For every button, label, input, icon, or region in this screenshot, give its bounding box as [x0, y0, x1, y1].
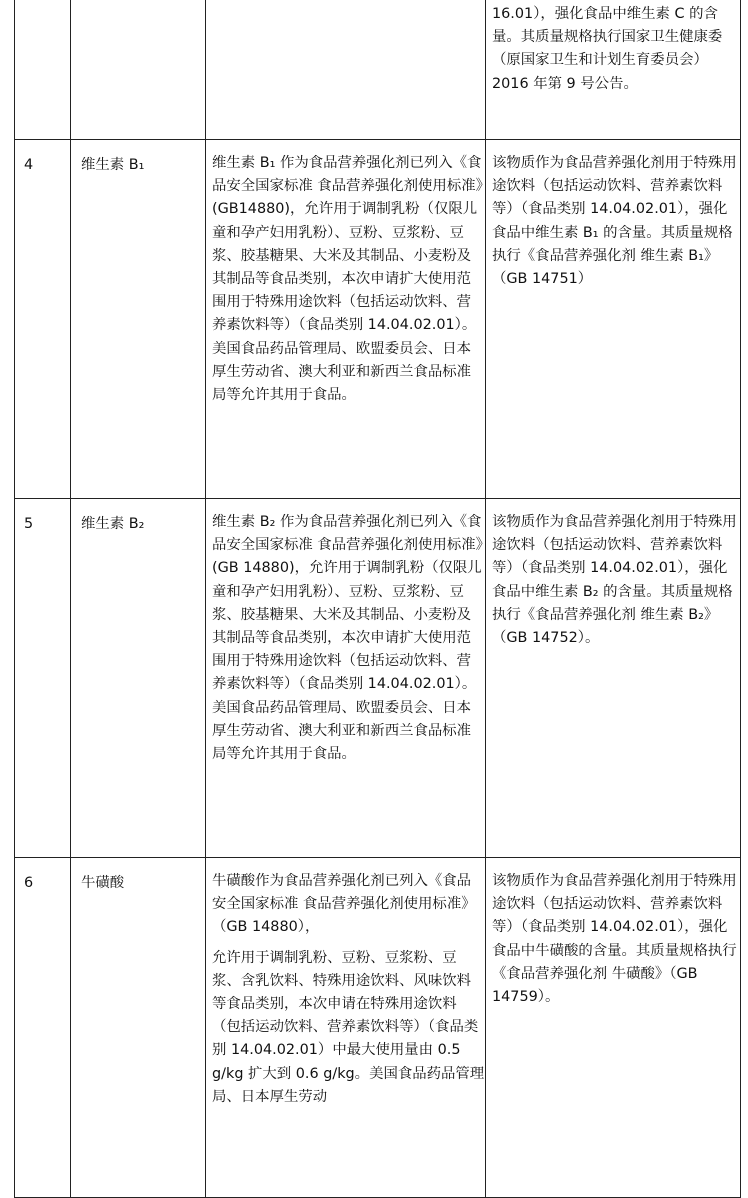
purpose-text: 该物质作为食品营养强化剂用于特殊用途饮料（包括运动饮料、营养素饮料等）（食品类别 14.04.02.01），强化食品中牛磺酸的含量。其质量规格执行《食品营养强化剂 牛磺酸》（GB 14759）。: [492, 873, 737, 1006]
description-cell: [206, 0, 486, 140]
index-cell: 5: [15, 499, 71, 858]
description-cell: [206, 499, 486, 858]
name-cell: 维生素 B₁: [71, 140, 206, 499]
name-cell: 维生素 B₂: [71, 499, 206, 858]
table-row: [15, 0, 741, 140]
additives-table: [14, 0, 741, 1198]
description-text: 牛磺酸作为食品营养强化剂已列入《食品安全国家标准 食品营养强化剂使用标准》（GB 14880），: [212, 873, 476, 936]
index-cell: 4: [15, 140, 71, 499]
description-text: 维生素 B₂ 作为食品营养强化剂已列入《食品安全国家标准 食品营养强化剂使用标准》(GB 14880)，允许用于调制乳粉（仅限儿童和孕产妇用乳粉）、豆粉、豆浆粉、豆浆、胶基糖果、大米及其制品、小麦粉及其制品等食品类别，本次申请扩大使用范围用于特殊用途饮料（包括运动饮料、营养素饮料等）（食品类别 14.04.02.01）。美国食品药品管理局、欧盟委员会、日本厚生劳动省、澳大利亚和新西兰食品标准局等允许其用于食品。: [212, 514, 483, 763]
purpose-cell: [486, 0, 741, 140]
purpose-text: 该物质作为食品营养强化剂用于特殊用途饮料（包括运动饮料、营养素饮料等）（食品类别 14.04.02.01），强化食品中维生素 B₂ 的含量。其质量规格执行《食品营养强化剂 维生素 B₂》（GB 14752）。: [492, 514, 737, 647]
purpose-cell: [486, 858, 741, 1198]
name-cell: [71, 0, 206, 140]
index-cell: [15, 0, 71, 140]
purpose-text: 该物质作为食品营养强化剂用于特殊用途饮料（包括运动饮料、营养素饮料等）（食品类别 14.04.02.01），强化食品中维生素 B₁ 的含量。其质量规格执行《食品营养强化剂 维生素 B₁》（GB 14751）: [492, 155, 737, 288]
table-row: [15, 858, 741, 1198]
name-cell: 牛磺酸: [71, 858, 206, 1198]
table-row: [15, 499, 741, 858]
description-text: 维生素 B₁ 作为食品营养强化剂已列入《食品安全国家标准 食品营养强化剂使用标准》(GB14880)，允许用于调制乳粉（仅限儿童和孕产妇用乳粉）、豆粉、豆浆粉、豆浆、胶基糖果、大米及其制品、小麦粉及其制品等食品类别，本次申请扩大使用范围用于特殊用途饮料（包括运动饮料、营养素饮料等）（食品类别 14.04.02.01）。美国食品药品管理局、欧盟委员会、日本厚生劳动省、澳大利亚和新西兰食品标准局等允许其用于食品。: [212, 155, 483, 404]
purpose-cell: [486, 140, 741, 499]
purpose-cell: [486, 499, 741, 858]
purpose-text: 16.01），强化食品中维生素 C 的含量。其质量规格执行国家卫生健康委（原国家卫生和计划生育委员会）2016 年第 9 号公告。: [492, 6, 723, 92]
table-row: [15, 140, 741, 499]
index-cell: 6: [15, 858, 71, 1198]
description-cell: [206, 858, 486, 1198]
description-cell: [206, 140, 486, 499]
description-text: 允许用于调制乳粉、豆粉、豆浆粉、豆浆、含乳饮料、特殊用途饮料、风味饮料等食品类别，本次申请在特殊用途饮料（包括运动饮料、营养素饮料等）（食品类别 14.04.02.01）中最大使用量由 0.5 g/kg 扩大到 0.6 g/kg。美国食品药品管理局、日本厚生劳动: [212, 949, 485, 1105]
